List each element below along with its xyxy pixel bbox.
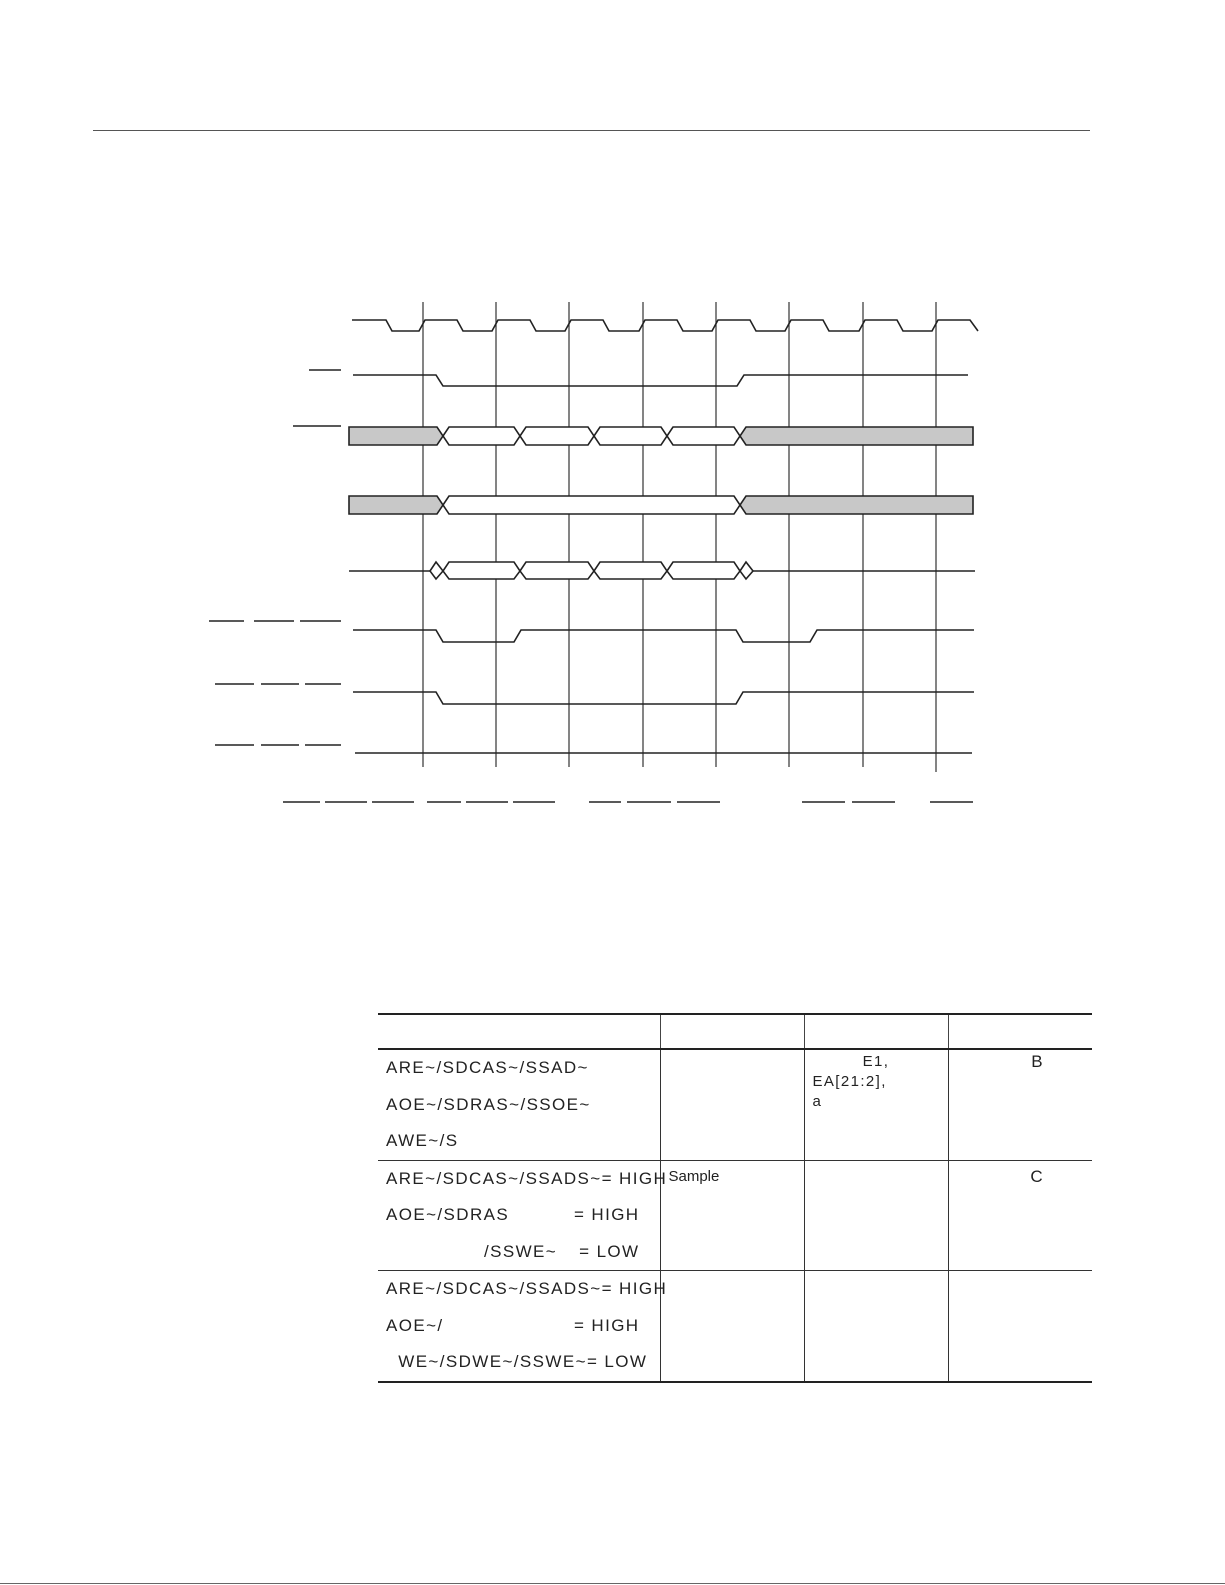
signal-line: WE~/SDWE~/SSWE~ = LOW <box>386 1352 648 1371</box>
table-cell <box>660 1271 804 1382</box>
signal-line: AOE~/SDRAS = HIGH <box>386 1205 640 1224</box>
signal-line: AOE~/ = HIGH <box>386 1315 640 1335</box>
bus-signal-shade <box>349 496 443 514</box>
bus-signal-shade <box>740 496 973 514</box>
table-header-row <box>378 1014 1092 1049</box>
table-cell <box>948 1271 1092 1382</box>
table-cell <box>804 1271 948 1382</box>
data-bus-segment <box>443 562 520 579</box>
signal-line: ARE~/SDCAS~/SSADS~ = HIGH <box>386 1279 668 1298</box>
signal-waveform <box>353 375 968 386</box>
table-row <box>378 1049 1092 1160</box>
table-cell: Sample <box>660 1160 804 1271</box>
table-row <box>378 1271 1092 1382</box>
bus-signal-shade <box>740 427 973 445</box>
table-header-cell <box>804 1014 948 1049</box>
data-bus-transition <box>430 562 443 579</box>
clock-gridlines <box>423 302 936 772</box>
table-header-cell <box>378 1014 660 1049</box>
bus-signal-shade <box>349 427 443 445</box>
data-bus-transition <box>740 562 753 579</box>
signal-waveform <box>353 692 974 704</box>
clock-waveform <box>352 320 978 331</box>
signal-line: ARE~/SDCAS~/SSAD~ <box>386 1058 589 1077</box>
signal-cell <box>378 1160 668 1271</box>
waveforms <box>349 320 978 753</box>
data-bus-segment <box>667 562 740 579</box>
signal-line: AWE~/S <box>386 1131 459 1150</box>
bus-signal-segment <box>443 496 740 514</box>
signal-line: /SSWE~ = LOW <box>386 1241 640 1261</box>
signal-waveform <box>353 630 974 642</box>
table-cell: B <box>948 1049 1092 1160</box>
bus-signal-segment <box>667 427 740 445</box>
table-header-cell <box>660 1014 804 1049</box>
bus-signal-segment <box>443 427 520 445</box>
signal-line: ARE~/SDCAS~/SSADS~ = HIGH <box>386 1168 668 1188</box>
signal-cell <box>378 1271 668 1382</box>
table-row <box>378 1160 1092 1271</box>
table-cell: E1, EA[21:2], a <box>804 1049 948 1160</box>
signal-line: AOE~/SDRAS~/SSOE~ <box>386 1094 591 1114</box>
footer-rule <box>0 1583 1225 1584</box>
data-bus-segment <box>594 562 667 579</box>
signal-table <box>378 1013 1092 1383</box>
table-cell: C <box>948 1160 1092 1271</box>
table-cell <box>804 1160 948 1271</box>
table-header-cell <box>948 1014 1092 1049</box>
signal-cell <box>378 1049 660 1160</box>
data-bus-segment <box>520 562 594 579</box>
bus-signal-segment <box>520 427 594 445</box>
bus-signal-segment <box>594 427 667 445</box>
table-cell <box>660 1049 804 1160</box>
